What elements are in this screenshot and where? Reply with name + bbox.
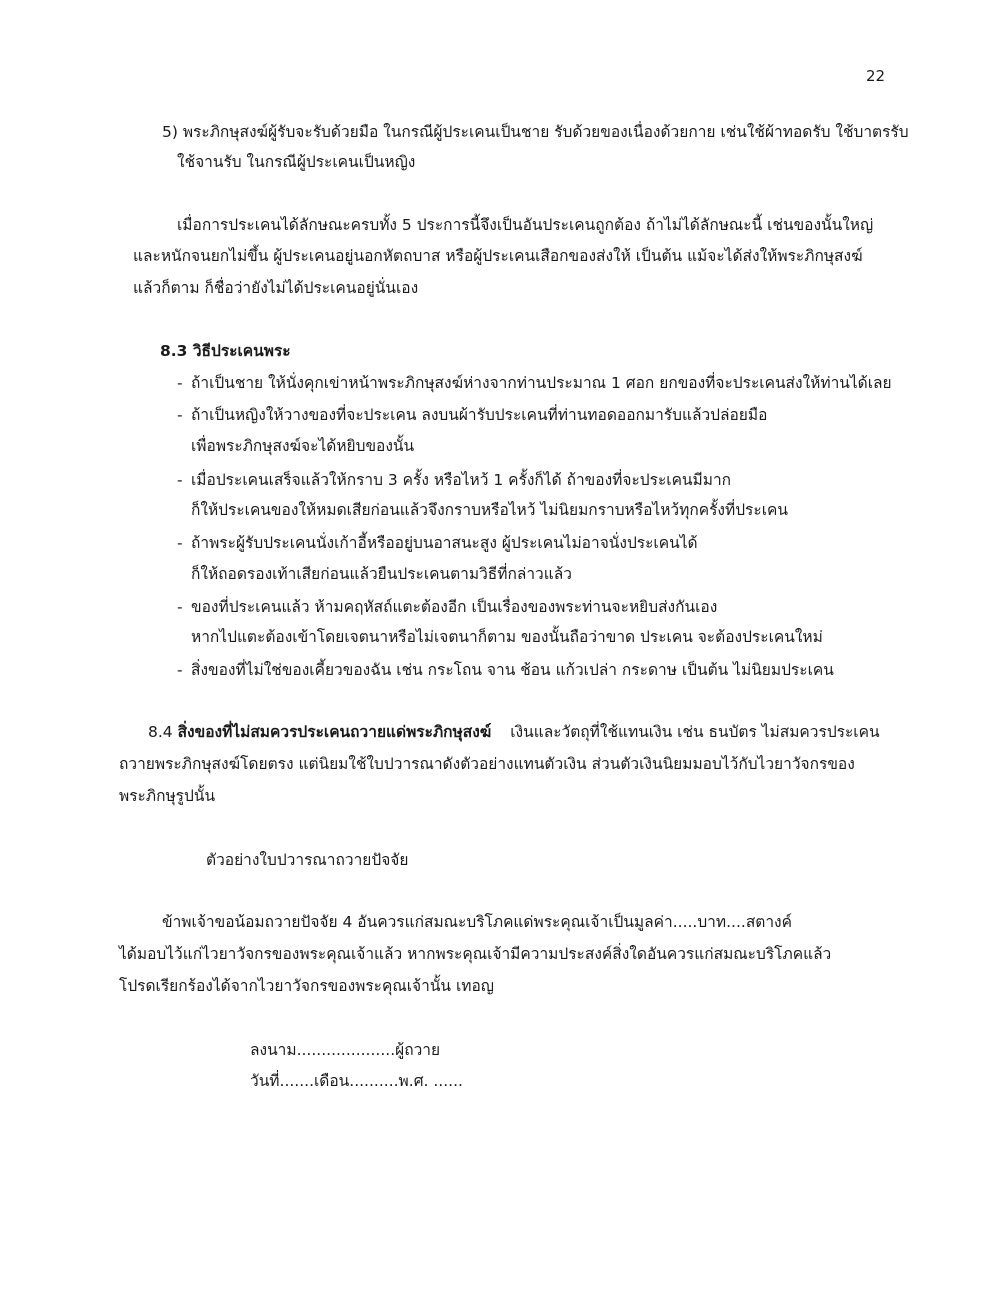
bullet-dash: - (177, 598, 183, 616)
section-8-4-text: เงินและวัตถุที่ใช้แทนเงิน เช่น ธนบัตร ไม่สมควรประเคน (510, 723, 880, 741)
section-8-4-heading: สิ่งของที่ไม่สมควรประเคนถวายแด่พระภิกษุสงฆ์ (177, 723, 492, 741)
example-heading: ตัวอย่างใบปวารณาถวายปัจจัย (206, 851, 409, 869)
list-item-continuation: ก็ให้ประเคนของให้หมดเสียก่อนแล้วจึงกราบหรือไหว้ ไม่นิยมกราบหรือไหว้ทุกครั้งที่ประเคน (191, 501, 788, 519)
section-8-4-line2: ถวายพระภิกษุสงฆ์โดยตรง แต่นิยมใช้ใบปวารณาดังตัวอย่างแทนตัวเงิน ส่วนตัวเงินนิยมมอบไว้กับไวยาวัจกรของ (119, 755, 855, 773)
list-item-continuation: ก็ให้ถอดรองเท้าเสียก่อนแล้วยืนประเคนตามวิธีที่กล่าวแล้ว (191, 565, 572, 583)
example-line2: ได้มอบไว้แก่ไวยาวัจกรของพระคุณเจ้าแล้ว หากพระคุณเจ้ามีความประสงค์สิ่งใดอันควรแก่สมณะบริโภคแล้ว (119, 945, 832, 963)
section-8-4-number: 8.4 (148, 723, 173, 741)
para1-line1: เมื่อการประเคนได้ลักษณะครบทั้ง 5 ประการนี้จึงเป็นอันประเคนถูกต้อง ถ้าไม่ได้ลักษณะนี้ เช่นของนั้นใหญ่ (177, 216, 874, 234)
list-item: ถ้าเป็นชาย ให้นั่งคุกเข่าหน้าพระภิกษุสงฆ์ห่างจากท่านประมาณ 1 ศอก ยกของที่จะประเคนส่งให้ท่านได้เลย (191, 374, 892, 392)
item5-line2: ใช้จานรับ ในกรณีผู้ประเคนเป็นหญิง (177, 153, 416, 171)
list-item: ถ้าเป็นหญิงให้วางของที่จะประเคน ลงบนผ้ารับประเคนที่ท่านทอดออกมารับแล้วปล่อยมือ (191, 406, 768, 424)
page-number: 22 (866, 67, 886, 85)
bullet-dash: - (177, 534, 183, 552)
signature-line: ลงนาม....................ผู้ถวาย (250, 1041, 441, 1059)
item5-line1: 5) พระภิกษุสงฆ์ผู้รับจะรับด้วยมือ ในกรณีผู้ประเคนเป็นชาย รับด้วยของเนื่องด้วยกาย เช่นใช้ผ้าทอดรับ ใช้บาตรรับ (162, 123, 909, 141)
section-8-4-line1 (148, 722, 880, 742)
bullet-dash: - (177, 471, 183, 489)
list-item-continuation: หากไปแตะต้องเข้าโดยเจตนาหรือไม่เจตนาก็ตาม ของนั้นถือว่าขาด ประเคน จะต้องประเคนใหม่ (191, 628, 823, 646)
para1-line3: แล้วก็ตาม ก็ชื่อว่ายังไม่ได้ประเคนอยู่นั่นเอง (133, 279, 419, 297)
example-line1: ข้าพเจ้าขอน้อมถวายปัจจัย 4 อันควรแก่สมณะบริโภคแด่พระคุณเจ้าเป็นมูลค่า.....บาท....สตางค์ (162, 913, 792, 931)
example-line3: โปรดเรียกร้องได้จากไวยาวัจกรของพระคุณเจ้านั้น เทอญ (119, 977, 494, 995)
date-line: วันที่.......เดือน..........พ.ศ. ...... (250, 1072, 463, 1090)
list-item: สิ่งของที่ไม่ใช่ของเคี้ยวของฉัน เช่น กระโถน จาน ช้อน แก้วเปล่า กระดาษ เป็นต้น ไม่นิยมประเคน (191, 661, 834, 679)
bullet-dash: - (177, 374, 183, 392)
list-item: เมื่อประเคนเสร็จแล้วให้กราบ 3 ครั้ง หรือไหว้ 1 ครั้งก็ได้ ถ้าของที่จะประเคนมีมาก (191, 471, 732, 489)
bullet-dash: - (177, 406, 183, 424)
list-item: ของที่ประเคนแล้ว ห้ามคฤหัสถ์แตะต้องอีก เป็นเรื่องของพระท่านจะหยิบส่งกันเอง (191, 598, 718, 616)
list-item-continuation: เพื่อพระภิกษุสงฆ์จะได้หยิบของนั้น (191, 437, 415, 455)
section-8-3-heading: 8.3 วิธีประเคนพระ (160, 342, 291, 360)
list-item: ถ้าพระผู้รับประเคนนั่งเก้าอี้หรืออยู่บนอาสนะสูง ผู้ประเคนไม่อาจนั่งประเคนได้ (191, 534, 698, 552)
section-8-4-line3: พระภิกษุรูปนั้น (119, 787, 216, 805)
bullet-dash: - (177, 661, 183, 679)
para1-line2: และหนักจนยกไม่ขึ้น ผู้ประเคนอยู่นอกหัตถบาส หรือผู้ประเคนเสือกของส่งให้ เป็นต้น แม้จะได้ส่งให้พระภิกษุสงฆ์ (133, 247, 863, 265)
